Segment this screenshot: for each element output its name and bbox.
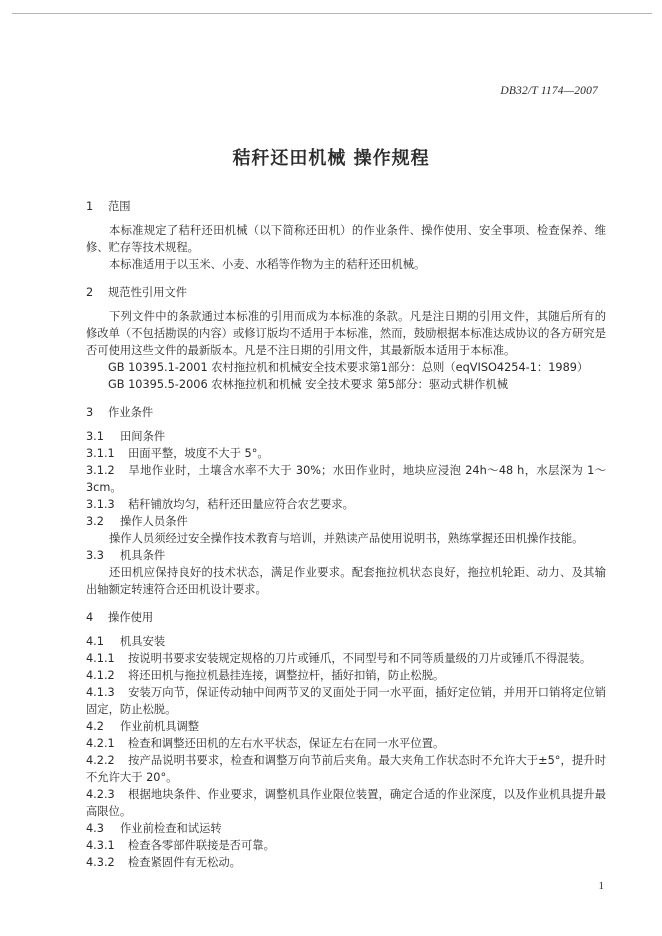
paragraph: 还田机应保持良好的技术状态，满足作业要求。配套拖拉机状态良好，拖拉机轮距、动力、及其输出轴额定转速符合还田机设计要求。 (86, 566, 606, 596)
reference-item: GB 10395.1-2001 农村拖拉机和机械安全技术要求第1部分：总则（eqVISO4254-1：1989） (108, 361, 589, 374)
clause: 4.2.2 按产品说明书要求，检查和调整万向节前后夹角。最大夹角工作状态时不允许大于±5°，提升时不允许大于 20°。 (86, 754, 606, 784)
section-number: 4 (86, 611, 94, 624)
section-2-heading (86, 284, 606, 301)
clause: 3.1.1 田面平整，坡度不大于 5°。 (86, 447, 269, 460)
clause: 4.3.2 检查紧固件有无松动。 (86, 856, 241, 869)
clause: 4.1.3 安装万向节，保证传动轴中间两节叉的叉面处于同一水平面，插好定位销，并用开口销将定位销固定，防止松脱。 (86, 686, 606, 716)
header-rule (12, 13, 652, 14)
clause: 4.1.2 将还田机与拖拉机悬挂连接，调整拉杆，插好扣销，防止松脱。 (86, 669, 445, 682)
paragraph: 本标准适用于以玉米、小麦、水稻等作物为主的秸秆还田机械。 (109, 258, 426, 271)
paragraph: 本标准规定了秸秆还田机械（以下简称还田机）的作业条件、操作使用、安全事项、检查保养、维修、贮存等技术规程。 (86, 224, 606, 254)
clause: 4.3.1 检查各零部件联接是否可靠。 (86, 839, 275, 852)
section-number: 1 (86, 200, 94, 213)
subsection-heading: 4.2 作业前机具调整 (86, 720, 200, 733)
subsection-heading: 4.3 作业前检查和试运转 (86, 822, 222, 835)
document-body (86, 198, 606, 871)
section-title: 范围 (108, 200, 131, 213)
subsection-heading: 4.1 机具安装 (86, 635, 166, 648)
reference-item: GB 10395.5-2006 农林拖拉机和机械 安全技术要求 第5部分：驱动式耕作机械 (108, 378, 509, 391)
subsection-heading: 3.2 操作人员条件 (86, 515, 188, 528)
subsection-heading: 3.1 田间条件 (86, 430, 166, 443)
section-3-heading (86, 404, 606, 421)
clause: 4.1.1 按说明书要求安装规定规格的刀片或锤爪，不同型号和不同等质量级的刀片或锤爪不得混装。 (86, 652, 592, 665)
page-number: 1 (598, 880, 604, 892)
standard-code: DB32/T 1174—2007 (500, 85, 598, 97)
section-4-heading (86, 609, 606, 626)
document-title: 秸秆还田机械 操作规程 (232, 148, 430, 169)
section-title: 操作使用 (108, 611, 154, 624)
clause: 3.1.3 秸秆铺放均匀，秸秆还田量应符合农艺要求。 (86, 498, 354, 511)
subsection-heading: 3.3 机具条件 (86, 549, 166, 562)
clause: 4.2.3 根据地块条件、作业要求，调整机具作业限位装置，确定合适的作业深度，以及作业机具提升最高限位。 (86, 788, 606, 818)
section-number: 3 (86, 406, 94, 419)
paragraph: 操作人员须经过安全操作技术教育与培训，并熟读产品使用说明书，熟练掌握还田机操作技能。 (109, 532, 584, 545)
section-1-heading (86, 198, 606, 215)
clause: 3.1.2 旱地作业时，土壤含水率不大于 30%；水田作业时，地块应浸泡 24h～48 h，水层深为 1～3cm。 (86, 464, 606, 494)
clause: 4.2.1 检查和调整还田机的左右水平状态，保证左右在同一水平位置。 (86, 737, 445, 750)
section-title: 规范性引用文件 (108, 286, 188, 299)
section-number: 2 (86, 286, 94, 299)
section-title: 作业条件 (108, 406, 154, 419)
paragraph: 下列文件中的条款通过本标准的引用而成为本标准的条款。凡是注日期的引用文件，其随后所有的修改单（不包括勘误的内容）或修订版均不适用于本标准，然而，鼓励根据本标准达成协议的各方研究是否可使用这些文件的最新版本。凡是不注日期的引用文件，其最新版本适用于本标准。 (86, 310, 606, 357)
